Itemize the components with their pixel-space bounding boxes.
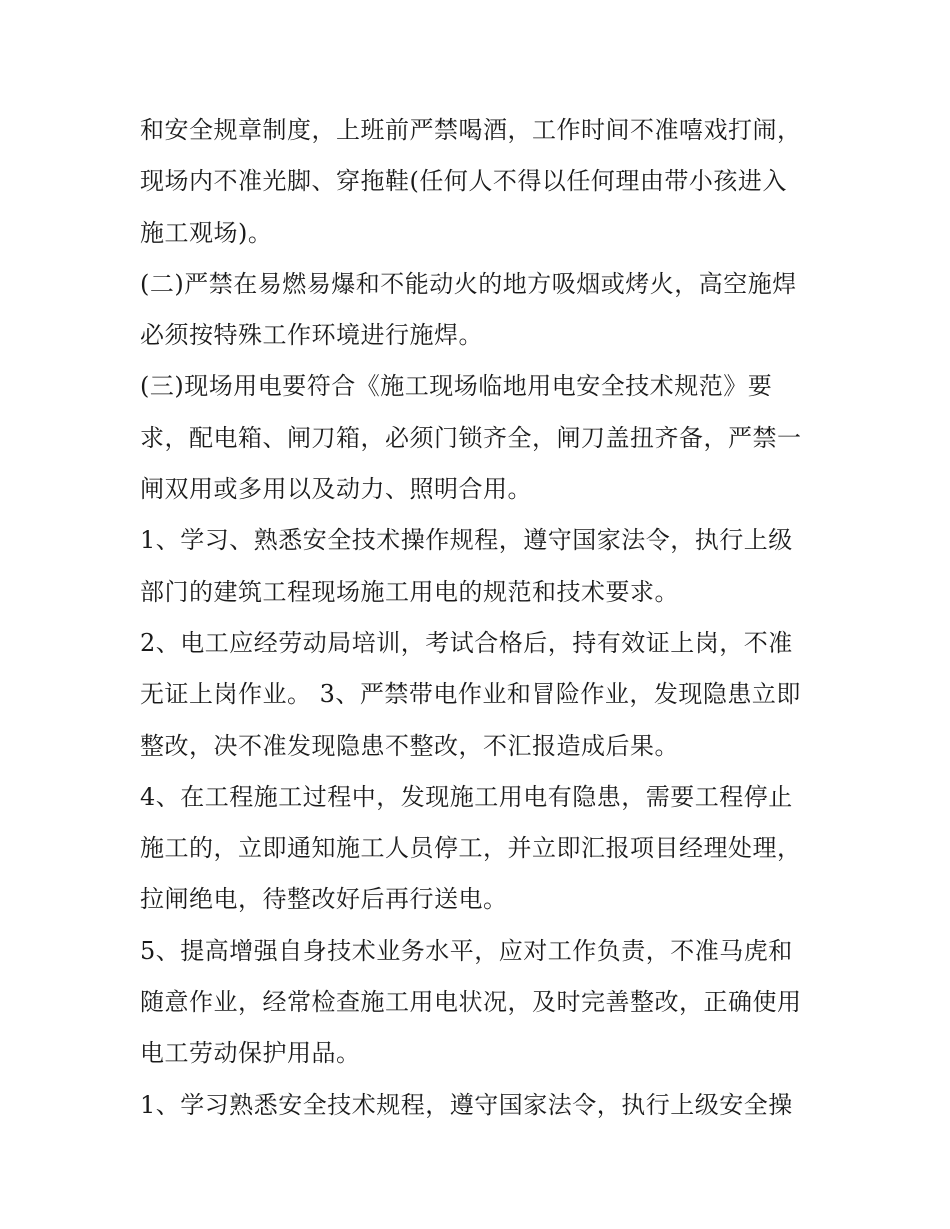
- text-line: 电工劳动保护用品。: [140, 1039, 361, 1068]
- text-line: 部门的建筑工程现场施工用电的规范和技术要求。: [140, 577, 679, 606]
- text-line: 施工观场)。: [140, 218, 273, 247]
- text-line: 无证上岗作业。 3、严禁带电作业和冒险作业，发现隐患立即: [140, 680, 801, 709]
- text-line: (二)严禁在易燃易爆和不能动火的地方吸烟或烤火，高空施焊: [140, 269, 797, 298]
- text-line: 随意作业，经常检查施工用电状况，及时完善整改，正确使用: [140, 988, 802, 1017]
- text-line: 4、在工程施工过程中，发现施工用电有隐患，需要工程停止: [140, 782, 793, 811]
- text-line: 整改，决不准发现隐患不整改，不汇报造成后果。: [140, 731, 679, 760]
- text-line: 闸双用或多用以及动力、照明合用。: [140, 475, 532, 504]
- text-line: 施工的，立即通知施工人员停工，并立即汇报项目经理处理，: [140, 834, 802, 863]
- text-line: 5、提高增强自身技术业务水平，应对工作负责，不准马虎和: [140, 936, 793, 965]
- text-line: 必须按特殊工作环境进行施焊。: [140, 321, 483, 350]
- text-line: 现场内不准光脚、穿拖鞋(任何人不得以任何理由带小孩进入: [140, 167, 787, 196]
- text-line: 2、电工应经劳动局培训，考试合格后，持有效证上岗，不准: [140, 628, 793, 657]
- text-line: 和安全规章制度，上班前严禁喝酒，工作时间不准嘻戏打闹，: [140, 116, 802, 144]
- document-body: [140, 105, 820, 1131]
- text-line: 1、学习、熟悉安全技术操作规程，遵守国家法令，执行上级: [140, 526, 793, 555]
- text-line: 1、学习熟悉安全技术规程，遵守国家法令，执行上级安全操: [140, 1090, 793, 1119]
- text-line: 求，配电箱、闸刀箱，必须门锁齐全，闸刀盖扭齐备，严禁一: [140, 423, 802, 452]
- text-line: 拉闸绝电，待整改好后再行送电。: [140, 885, 508, 914]
- text-line: (三)现场用电要符合《施工现场临地用电安全技术规范》要: [140, 372, 773, 401]
